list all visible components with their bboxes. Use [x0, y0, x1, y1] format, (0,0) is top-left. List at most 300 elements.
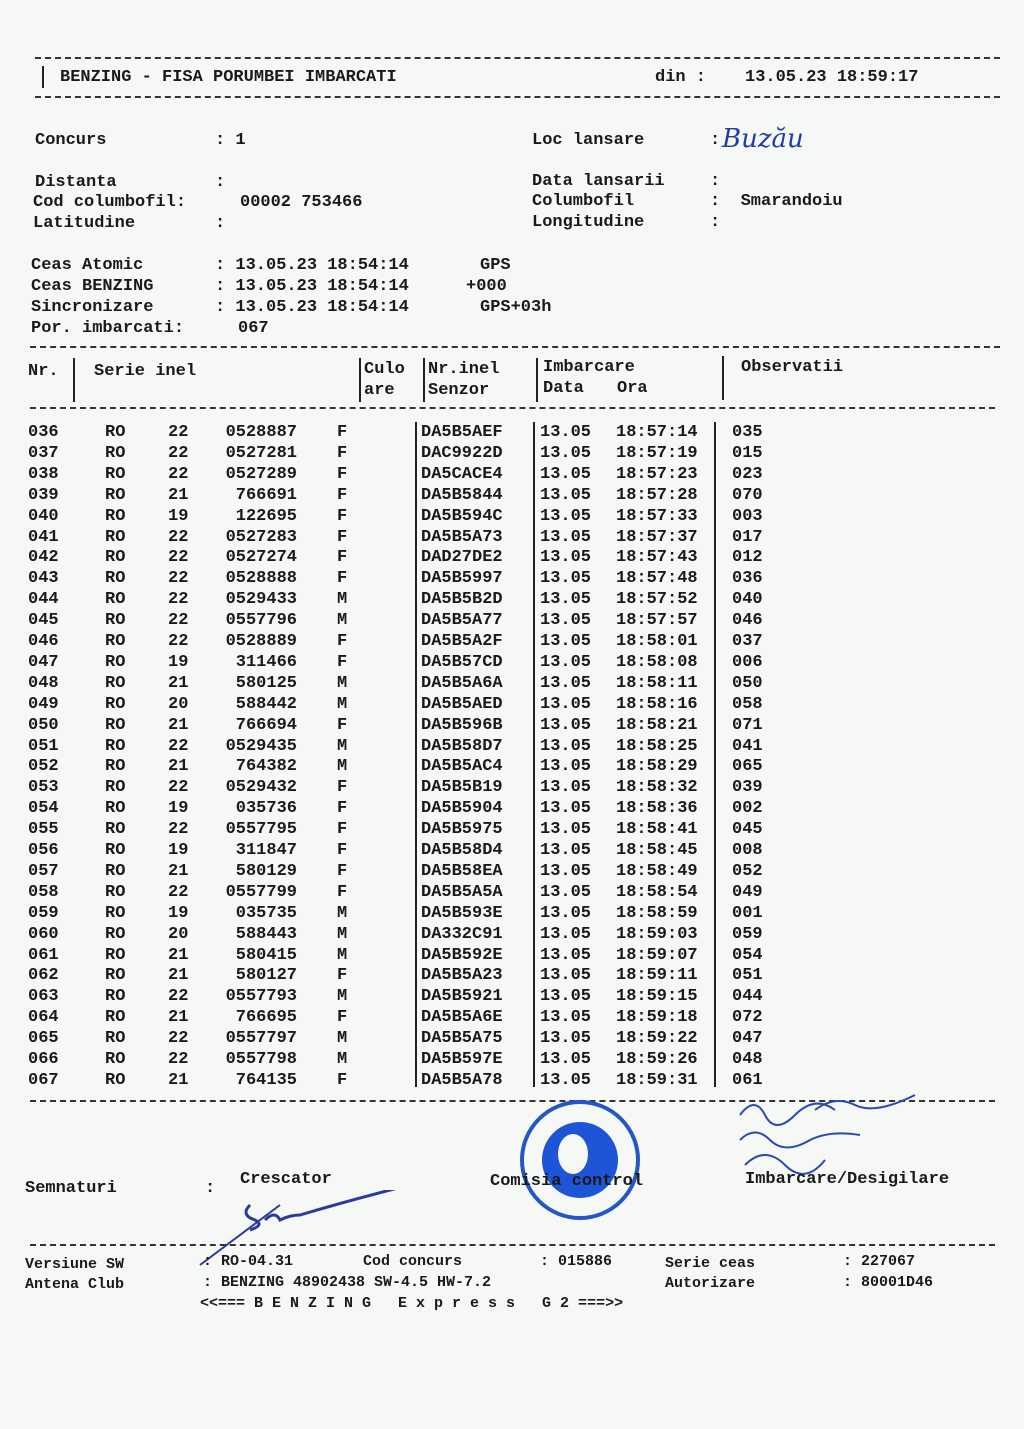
benzing-banner: <<=== B E N Z I N G E x p r e s s G 2 ===>> [200, 1295, 624, 1312]
ring-number: 0527274 [225, 548, 297, 568]
sex: F [337, 569, 348, 589]
row-nr: 061 [28, 945, 59, 965]
concurs-value: : 1 [215, 131, 246, 150]
sex: M [337, 1029, 348, 1049]
sex: F [337, 423, 348, 442]
embark-date: 13.05 [540, 423, 592, 442]
observation: 047 [732, 1029, 763, 1049]
observation: 052 [732, 861, 763, 881]
observation: 058 [732, 694, 763, 714]
ring-number: 0557793 [225, 987, 297, 1007]
table-row [0, 737, 1024, 758]
table-row [0, 465, 1024, 486]
ring-year: 22 [168, 423, 189, 442]
embark-time: 18:58:08 [616, 652, 698, 672]
sensor-id: DA5B5A23 [421, 966, 503, 986]
ring-country: RO [105, 527, 126, 547]
ring-country: RO [105, 1070, 126, 1090]
print-datetime: 13.05.23 18:59:17 [745, 68, 919, 87]
ring-country: RO [105, 1050, 126, 1069]
ring-country: RO [105, 694, 126, 714]
table-row [0, 611, 1024, 632]
ring-year: 21 [168, 966, 189, 986]
data-lansarii-label: Data lansarii [532, 172, 665, 191]
row-nr: 067 [28, 1070, 59, 1090]
ring-country: RO [105, 861, 126, 881]
sex: M [337, 673, 348, 693]
ring-year: 21 [168, 757, 189, 777]
sensor-id: DA5B5B2D [421, 590, 503, 610]
crescator-label: Crescator [240, 1170, 332, 1189]
table-row [0, 1008, 1024, 1029]
embark-date: 13.05 [540, 820, 592, 840]
sep: : [710, 213, 721, 232]
ring-year: 22 [168, 590, 189, 610]
table-row [0, 528, 1024, 549]
embark-time: 18:57:14 [616, 423, 698, 442]
ring-year: 21 [168, 715, 189, 735]
embark-time: 18:57:33 [616, 506, 698, 526]
signatures-handwritten [735, 1090, 1005, 1180]
ring-number: 0528887 [225, 423, 297, 442]
sensor-id: DA5B5A75 [421, 1029, 503, 1049]
ring-year: 22 [168, 778, 189, 798]
row-nr: 043 [28, 569, 59, 589]
embark-time: 18:58:11 [616, 673, 698, 693]
ring-country: RO [105, 715, 126, 735]
table-row [0, 548, 1024, 569]
observation: 035 [732, 423, 763, 442]
ring-year: 21 [168, 945, 189, 965]
observation: 006 [732, 652, 763, 672]
ring-country: RO [105, 464, 126, 484]
row-nr: 060 [28, 924, 59, 944]
sensor-id: DA5B592E [421, 945, 503, 965]
table-row [0, 987, 1024, 1008]
embark-time: 18:58:45 [616, 841, 698, 860]
sensor-id: DA5B58D4 [421, 841, 503, 860]
ring-number: 311847 [235, 841, 297, 860]
loc-sep: : [710, 131, 721, 150]
sex: M [337, 924, 348, 944]
ring-number: 764382 [235, 757, 297, 777]
row-nr: 062 [28, 966, 59, 986]
row-nr: 040 [28, 506, 59, 526]
row-nr: 046 [28, 632, 59, 651]
embark-date: 13.05 [540, 1029, 592, 1049]
observation: 017 [732, 527, 763, 547]
sensor-id: DA5B5AC4 [421, 757, 503, 777]
sensor-id: DA5B5A5A [421, 882, 503, 902]
ring-number: 588442 [235, 694, 297, 714]
sex: M [337, 736, 348, 756]
divider [536, 358, 538, 402]
table-row [0, 674, 1024, 695]
ring-country: RO [105, 903, 126, 923]
embark-time: 18:59:15 [616, 987, 698, 1007]
embark-time: 18:57:28 [616, 485, 698, 505]
columbofil-label: Columbofil [532, 192, 635, 211]
ring-country: RO [105, 1008, 126, 1028]
embark-date: 13.05 [540, 527, 592, 547]
divider [30, 346, 1000, 348]
ring-country: RO [105, 632, 126, 651]
ring-year: 19 [168, 799, 189, 819]
table-row [0, 862, 1024, 883]
embark-time: 18:58:16 [616, 694, 698, 714]
distanta-label: Distanta [35, 173, 117, 192]
row-nr: 063 [28, 987, 59, 1007]
embark-date: 13.05 [540, 757, 592, 777]
row-nr: 066 [28, 1050, 59, 1069]
embark-time: 18:58:01 [616, 632, 698, 651]
ring-country: RO [105, 673, 126, 693]
row-nr: 047 [28, 652, 59, 672]
sensor-id: DA5B5B19 [421, 778, 503, 798]
embark-date: 13.05 [540, 841, 592, 860]
sensor-id: DAC9922D [421, 443, 503, 463]
sensor-id: DA5B5A2F [421, 632, 503, 651]
observation: 041 [732, 736, 763, 756]
observation: 040 [732, 590, 763, 610]
ring-number: 0528889 [225, 632, 297, 651]
table-row [0, 820, 1024, 841]
embark-time: 18:59:11 [616, 966, 698, 986]
observation: 003 [732, 506, 763, 526]
row-nr: 059 [28, 903, 59, 923]
ring-number: 0527281 [225, 443, 297, 463]
sex: F [337, 1070, 348, 1090]
cod-columbofil-value: 00002 753466 [240, 193, 363, 212]
ring-country: RO [105, 736, 126, 756]
ring-year: 21 [168, 1008, 189, 1028]
table-row [0, 653, 1024, 674]
serie-ceas-value: : 227067 [843, 1253, 916, 1270]
ring-year: 22 [168, 527, 189, 547]
ring-number: 766691 [235, 485, 297, 505]
table-row [0, 841, 1024, 862]
ring-country: RO [105, 841, 126, 860]
embark-time: 18:59:18 [616, 1008, 698, 1028]
embark-date: 13.05 [540, 464, 592, 484]
sep: : [205, 1179, 216, 1198]
ring-number: 0557796 [225, 611, 297, 631]
sex: M [337, 757, 348, 777]
embark-date: 13.05 [540, 611, 592, 631]
divider [35, 96, 1000, 98]
table-row [0, 444, 1024, 465]
ring-number: 764135 [235, 1070, 297, 1090]
observation: 049 [732, 882, 763, 902]
versiune-sw-label: Versiune SW [25, 1256, 125, 1273]
sex: F [337, 820, 348, 840]
embark-time: 18:58:36 [616, 799, 698, 819]
row-nr: 042 [28, 548, 59, 568]
embark-time: 18:57:37 [616, 527, 698, 547]
row-nr: 064 [28, 1008, 59, 1028]
table-row [0, 883, 1024, 904]
col-data: Data [543, 379, 584, 398]
embark-date: 13.05 [540, 1008, 592, 1028]
sincronizare-extra: GPS+03h [480, 298, 552, 317]
imbarcare-desigilare-label: Imbarcare/Desigilare [745, 1170, 950, 1189]
row-nr: 049 [28, 694, 59, 714]
observation: 048 [732, 1050, 763, 1069]
observation: 036 [732, 569, 763, 589]
ring-country: RO [105, 485, 126, 505]
ring-year: 22 [168, 632, 189, 651]
sincronizare-label: Sincronizare [31, 298, 154, 317]
ring-number: 580127 [235, 966, 297, 986]
concurs-label: Concurs [35, 131, 107, 150]
sex: M [337, 611, 348, 631]
observation: 039 [732, 778, 763, 798]
antena-club-label: Antena Club [25, 1276, 125, 1293]
ring-number: 0527289 [225, 464, 297, 484]
ring-number: 311466 [235, 652, 297, 672]
ceas-atomic-value: : 13.05.23 18:54:14 [215, 256, 409, 275]
ring-number: 0529433 [225, 590, 297, 610]
embark-date: 13.05 [540, 966, 592, 986]
embark-date: 13.05 [540, 987, 592, 1007]
ceas-benzing-value: : 13.05.23 18:54:14 [215, 277, 409, 296]
col-senzor: Senzor [428, 381, 490, 400]
observation: 015 [732, 443, 763, 463]
observation: 071 [732, 715, 763, 735]
ring-year: 22 [168, 548, 189, 568]
ring-number: 766695 [235, 1008, 297, 1028]
embark-date: 13.05 [540, 548, 592, 568]
antena-club-value: : BENZING 48902438 SW-4.5 HW-7.2 [203, 1274, 492, 1291]
col-imbarcare: Imbarcare [543, 358, 635, 377]
embark-time: 18:57:23 [616, 464, 698, 484]
din-label: din : [655, 68, 707, 87]
embark-date: 13.05 [540, 485, 592, 505]
semnaturi-label: Semnaturi [25, 1179, 117, 1198]
sex: F [337, 861, 348, 881]
divider [722, 356, 724, 400]
ring-year: 22 [168, 569, 189, 589]
sex: F [337, 778, 348, 798]
imbarcati-count: 067 [238, 319, 269, 338]
versiune-sw-value: : RO-04.31 [203, 1253, 294, 1270]
row-nr: 045 [28, 611, 59, 631]
embark-time: 18:57:52 [616, 590, 698, 610]
ring-year: 19 [168, 841, 189, 860]
embark-date: 13.05 [540, 632, 592, 651]
ring-year: 22 [168, 443, 189, 463]
divider [73, 358, 75, 402]
divider [359, 358, 361, 402]
embark-time: 18:58:29 [616, 757, 698, 777]
ring-country: RO [105, 799, 126, 819]
ring-number: 766694 [235, 715, 297, 735]
sex: M [337, 945, 348, 965]
ring-country: RO [105, 443, 126, 463]
observation: 061 [732, 1070, 763, 1090]
observation: 044 [732, 987, 763, 1007]
sex: M [337, 903, 348, 923]
col-culoare-1: Culo [364, 360, 405, 379]
col-culoare-2: are [364, 381, 395, 400]
table-row [0, 778, 1024, 799]
embark-date: 13.05 [540, 903, 592, 923]
col-nr: Nr. [28, 362, 59, 381]
sex: F [337, 882, 348, 902]
sensor-id: DA5B5921 [421, 987, 503, 1007]
row-nr: 036 [28, 423, 59, 442]
embark-time: 18:59:07 [616, 945, 698, 965]
table-row [0, 569, 1024, 590]
sensor-id: DA5B5975 [421, 820, 503, 840]
embark-date: 13.05 [540, 945, 592, 965]
sex: F [337, 799, 348, 819]
sex: F [337, 966, 348, 986]
embark-time: 18:59:26 [616, 1050, 698, 1069]
observation: 045 [732, 820, 763, 840]
sensor-id: DA5B58D7 [421, 736, 503, 756]
divider [42, 66, 44, 88]
sensor-id: DA5B5844 [421, 485, 503, 505]
ring-country: RO [105, 590, 126, 610]
row-nr: 039 [28, 485, 59, 505]
observation: 023 [732, 464, 763, 484]
embark-date: 13.05 [540, 569, 592, 589]
embark-time: 18:57:57 [616, 611, 698, 631]
autorizare-label: Autorizare [665, 1275, 756, 1292]
sex: F [337, 527, 348, 547]
latitudine-label: Latitudine [33, 214, 136, 233]
sex: F [337, 632, 348, 651]
club-stamp [520, 1100, 640, 1220]
cod-concurs-value: : 015886 [540, 1253, 613, 1270]
ring-year: 19 [168, 903, 189, 923]
embark-time: 18:58:54 [616, 882, 698, 902]
embark-date: 13.05 [540, 1070, 592, 1090]
sensor-id: DA5B5A6E [421, 1008, 503, 1028]
ring-year: 21 [168, 673, 189, 693]
ring-year: 22 [168, 820, 189, 840]
sep: : [215, 173, 226, 192]
ring-year: 22 [168, 611, 189, 631]
embark-time: 18:59:22 [616, 1029, 698, 1049]
sensor-id: DA5B5904 [421, 799, 503, 819]
ring-year: 22 [168, 1029, 189, 1049]
table-row [0, 799, 1024, 820]
embark-time: 18:58:21 [616, 715, 698, 735]
ring-year: 22 [168, 1050, 189, 1069]
ring-number: 580129 [235, 861, 297, 881]
ring-year: 22 [168, 464, 189, 484]
table-row [0, 486, 1024, 507]
columbofil-value: : Smarandoiu [710, 192, 843, 211]
sex: M [337, 590, 348, 610]
ring-number: 0557797 [225, 1029, 297, 1049]
embark-date: 13.05 [540, 799, 592, 819]
ring-country: RO [105, 757, 126, 777]
embark-date: 13.05 [540, 443, 592, 463]
ring-country: RO [105, 966, 126, 986]
sincronizare-value: : 13.05.23 18:54:14 [215, 298, 409, 317]
sep: : [710, 172, 721, 191]
row-nr: 058 [28, 882, 59, 902]
table-row [0, 757, 1024, 778]
embark-time: 18:58:25 [616, 736, 698, 756]
embark-date: 13.05 [540, 652, 592, 672]
ceas-benzing-extra: +000 [466, 277, 507, 296]
table-row [0, 716, 1024, 737]
row-nr: 050 [28, 715, 59, 735]
ring-country: RO [105, 611, 126, 631]
row-nr: 044 [28, 590, 59, 610]
row-nr: 052 [28, 757, 59, 777]
table-row [0, 507, 1024, 528]
ring-country: RO [105, 569, 126, 589]
document-title: BENZING - FISA PORUMBEI IMBARCATI [60, 68, 397, 87]
sensor-id: DA332C91 [421, 924, 503, 944]
imbarcati-label: Por. imbarcati: [31, 319, 185, 338]
embark-time: 18:58:49 [616, 861, 698, 881]
sex: F [337, 464, 348, 484]
table-row [0, 590, 1024, 611]
ring-year: 21 [168, 485, 189, 505]
col-observatii: Observatii [741, 358, 844, 377]
divider [423, 358, 425, 402]
sensor-id: DA5B5A77 [421, 611, 503, 631]
embark-time: 18:59:31 [616, 1070, 698, 1090]
sensor-id: DA5B594C [421, 506, 503, 526]
embark-time: 18:58:32 [616, 778, 698, 798]
ring-number: 0529432 [225, 778, 297, 798]
ring-number: 0557799 [225, 882, 297, 902]
row-nr: 048 [28, 673, 59, 693]
embark-date: 13.05 [540, 1050, 592, 1069]
observation: 037 [732, 632, 763, 651]
observation: 065 [732, 757, 763, 777]
sex: F [337, 715, 348, 735]
row-nr: 055 [28, 820, 59, 840]
ring-number: 0529435 [225, 736, 297, 756]
observation: 070 [732, 485, 763, 505]
ring-year: 22 [168, 987, 189, 1007]
embark-date: 13.05 [540, 694, 592, 714]
table-row [0, 966, 1024, 987]
ring-number: 0557798 [225, 1050, 297, 1069]
embark-date: 13.05 [540, 506, 592, 526]
col-ora: Ora [617, 379, 648, 398]
ring-country: RO [105, 506, 126, 526]
ring-country: RO [105, 1029, 126, 1049]
row-nr: 065 [28, 1029, 59, 1049]
row-nr: 053 [28, 778, 59, 798]
ring-number: 580415 [235, 945, 297, 965]
table-row [0, 925, 1024, 946]
loc-lansare-handwritten: Buzău [722, 124, 804, 154]
col-nr-inel: Nr.inel [428, 360, 500, 379]
sensor-id: DA5B57CD [421, 652, 503, 672]
ring-country: RO [105, 778, 126, 798]
row-nr: 041 [28, 527, 59, 547]
divider [30, 1244, 995, 1246]
row-nr: 037 [28, 443, 59, 463]
ring-year: 21 [168, 861, 189, 881]
sensor-id: DA5B5A73 [421, 527, 503, 547]
sensor-id: DA5B597E [421, 1050, 503, 1069]
sensor-id: DA5B5A78 [421, 1070, 503, 1090]
divider [35, 57, 1000, 59]
embark-time: 18:57:43 [616, 548, 698, 568]
table-row [0, 946, 1024, 967]
